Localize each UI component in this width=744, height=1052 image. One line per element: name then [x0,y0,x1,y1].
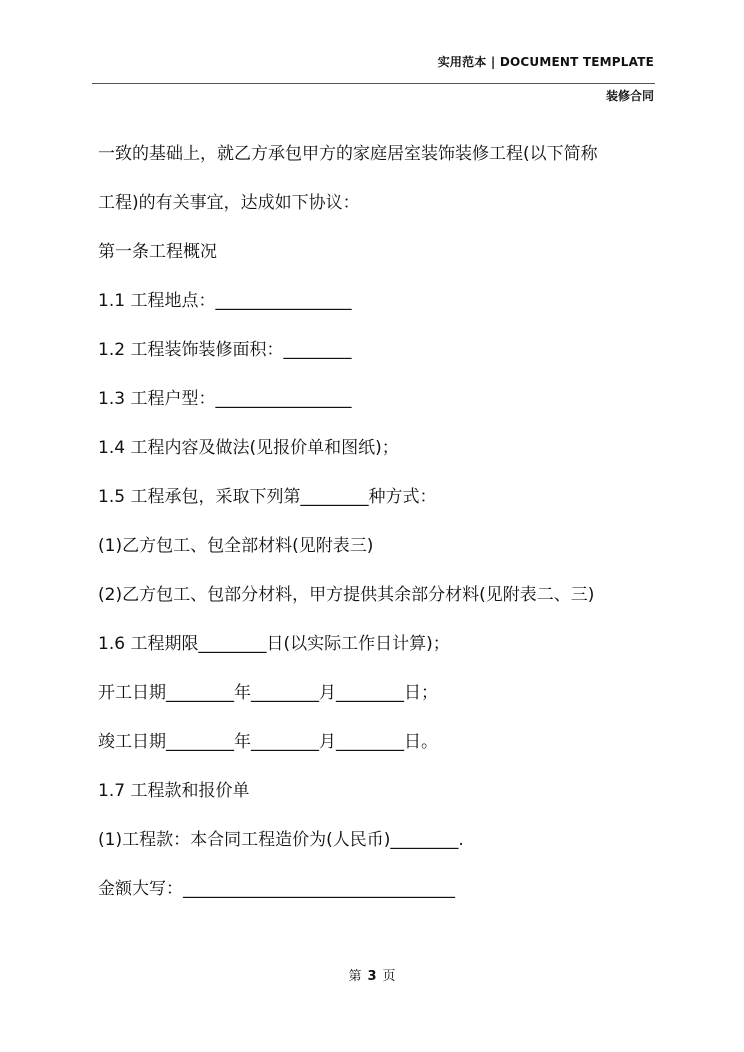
section-heading: 第一条工程概况 [98,242,217,262]
clause-line: 1.4 工程内容及做法(见报价单和图纸)； [98,438,399,458]
header-title: 实用范本 | DOCUMENT TEMPLATE [437,55,654,69]
clause-line: (2)乙方包工、包部分材料，甲方提供其余部分材料(见附表二、三) [98,585,595,605]
page-number-footer [0,965,744,984]
clause-line: 竣工日期________年________月________日。 [98,732,438,752]
page-number: 3 [367,969,377,984]
paragraph-line: 工程)的有关事宜，达成如下协议： [98,193,360,213]
header-divider [92,83,655,84]
clause-line: 1.3 工程户型：________________ [98,389,352,409]
paragraph-line: 一致的基础上，就乙方承包甲方的家庭居室装饰装修工程(以下简称 [98,144,598,164]
clause-line: 开工日期________年________月________日； [98,683,438,703]
clause-line: 1.6 工程期限________日(以实际工作日计算)； [98,634,450,654]
clause-line: (1)工程款：本合同工程造价为(人民币)________. [98,830,464,850]
clause-line: 1.1 工程地点：________________ [98,291,352,311]
clause-line: 金额大写：________________________________ [98,879,455,899]
clause-line: 1.7 工程款和报价单 [98,781,250,801]
page-suffix: 页 [382,969,396,984]
page-prefix: 第 [348,969,362,984]
clause-line: 1.5 工程承包，采取下列第________种方式： [98,487,437,507]
clause-line: (1)乙方包工、包全部材料(见附表三) [98,536,374,556]
header-subtitle: 装修合同 [605,89,654,103]
clause-line: 1.2 工程装饰装修面积：________ [98,340,352,360]
